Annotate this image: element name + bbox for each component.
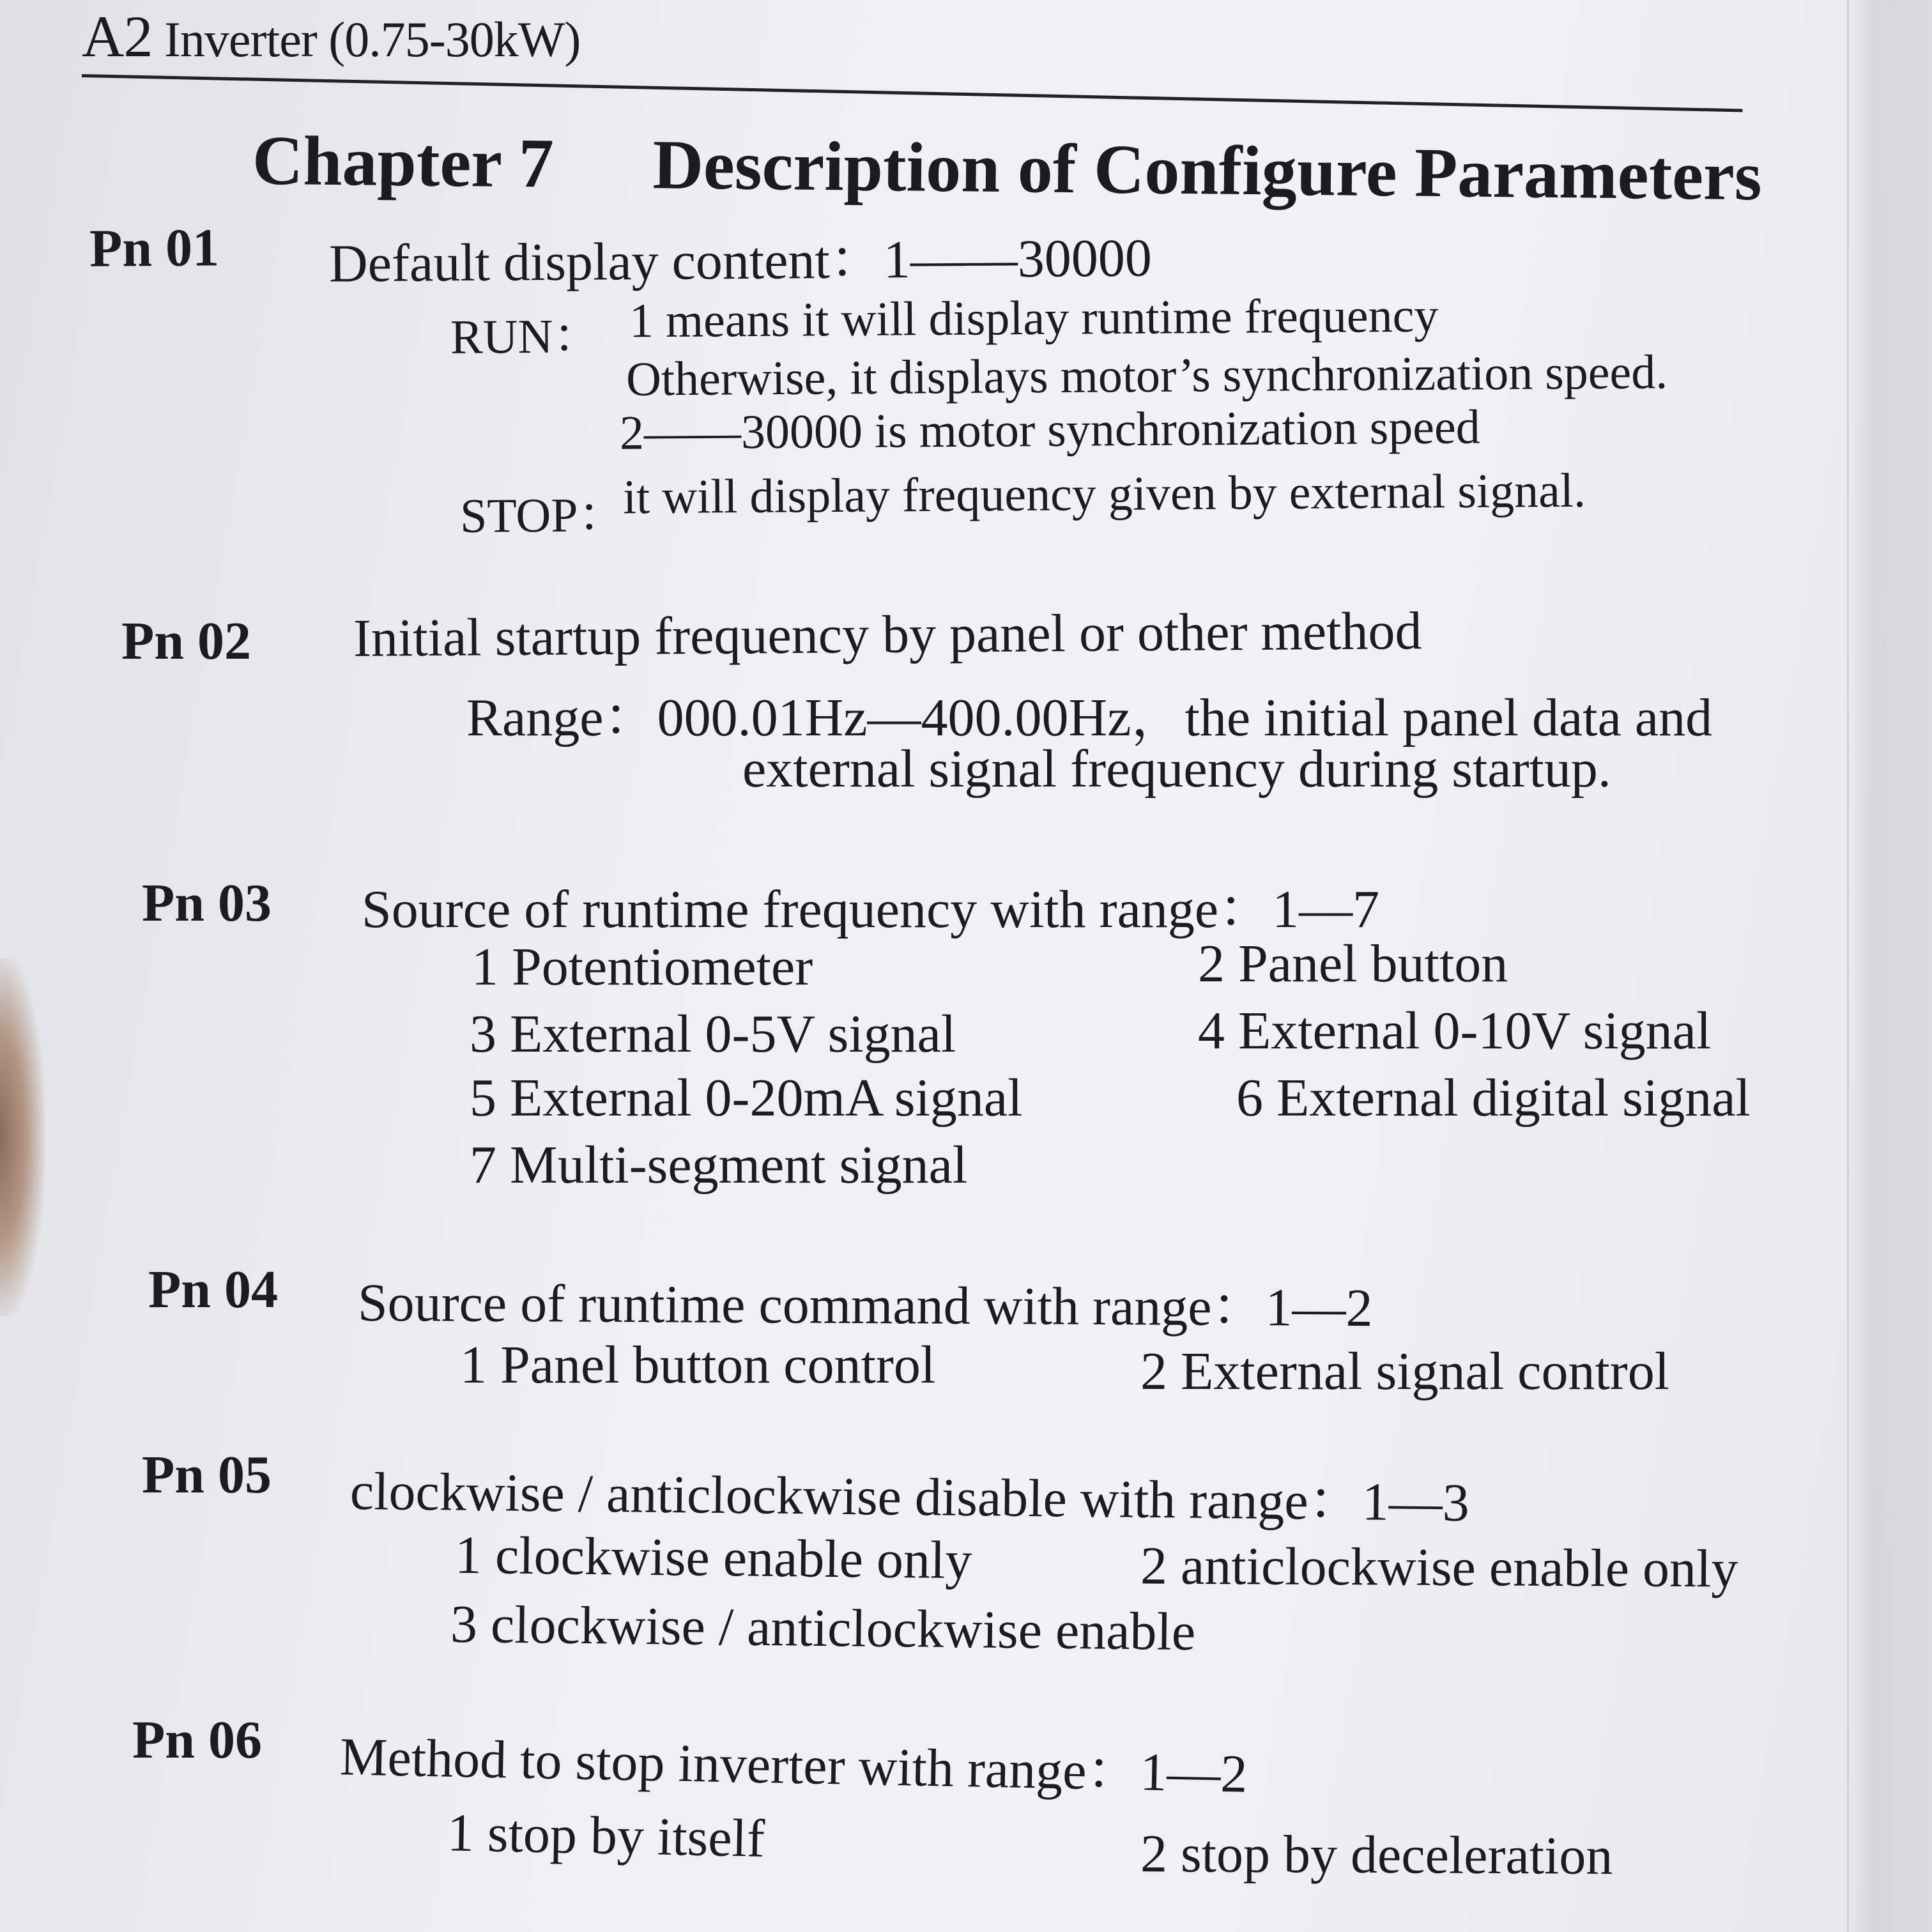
- param-code-pn06: Pn 06: [132, 1710, 263, 1770]
- page-edge: [1847, 0, 1932, 1932]
- param-code-pn03: Pn 03: [142, 873, 272, 933]
- page-header: [82, 3, 580, 70]
- run-line-3: 2——30000 is motor synchronization speed: [619, 400, 1480, 460]
- option-pn05-2: 2 anticlockwise enable only: [1140, 1536, 1738, 1599]
- param-title-pn05: clockwise / anticlockwise disable with range：1—3: [349, 1461, 1470, 1533]
- option-pn03-2: 2 Panel button: [1198, 934, 1508, 993]
- option-pn03-5: 5 External 0-20mA signal: [470, 1068, 1023, 1128]
- param-title-pn02: Initial startup frequency by panel or other method: [353, 601, 1422, 668]
- option-pn03-6: 6 External digital signal: [1236, 1068, 1751, 1128]
- option-pn06-2: 2 stop by deceleration: [1140, 1824, 1613, 1886]
- option-pn06-1: 1 stop by itself: [447, 1803, 765, 1869]
- range-line-2: external signal frequency during startup.: [742, 739, 1611, 799]
- param-title-pn04: Source of runtime command with range：1—2: [357, 1273, 1373, 1338]
- run-line-2: Otherwise, it displays motor’s synchronization speed.: [625, 345, 1668, 406]
- header-model: A2: [82, 4, 153, 69]
- param-title-pn03: Source of runtime frequency with range：1—7: [362, 880, 1380, 939]
- param-code-pn05: Pn 05: [142, 1445, 272, 1505]
- option-pn03-4: 4 External 0-10V signal: [1198, 1001, 1712, 1061]
- finger-shadow: [0, 958, 45, 1316]
- option-pn04-2: 2 External signal control: [1140, 1342, 1670, 1401]
- stop-text: it will display frequency given by external signal.: [622, 463, 1586, 525]
- param-title-pn06: Method to stop inverter with range：1—2: [339, 1727, 1248, 1804]
- run-line-1: 1 means it will display runtime frequency: [629, 288, 1439, 348]
- range-line-1: Range：000.01Hz—400.00Hz，the initial panel data and: [466, 688, 1713, 747]
- option-pn04-1: 1 Panel button control: [460, 1335, 936, 1395]
- header-rule: [82, 74, 1743, 112]
- option-pn03-7: 7 Multi-segment signal: [470, 1135, 968, 1195]
- param-code-pn02: Pn 02: [121, 611, 252, 671]
- option-pn03-3: 3 External 0-5V signal: [470, 1004, 956, 1064]
- chapter-title: Description of Configure Parameters: [652, 125, 1763, 215]
- option-pn03-1: 1 Potentiometer: [471, 937, 813, 997]
- header-title: Inverter (0.75-30kW): [164, 12, 581, 67]
- run-label: RUN：: [450, 309, 602, 364]
- chapter-number: Chapter 7: [252, 121, 555, 203]
- option-pn05-1: 1 clockwise enable only: [454, 1525, 972, 1591]
- option-pn05-3: 3 clockwise / anticlockwise enable: [450, 1594, 1196, 1662]
- param-title-pn01: Default display content：1——30000: [328, 228, 1153, 294]
- stop-label: STOP：: [459, 488, 627, 543]
- param-code-pn01: Pn 01: [89, 218, 220, 279]
- chapter-heading: [252, 120, 1762, 217]
- param-code-pn04: Pn 04: [148, 1260, 279, 1319]
